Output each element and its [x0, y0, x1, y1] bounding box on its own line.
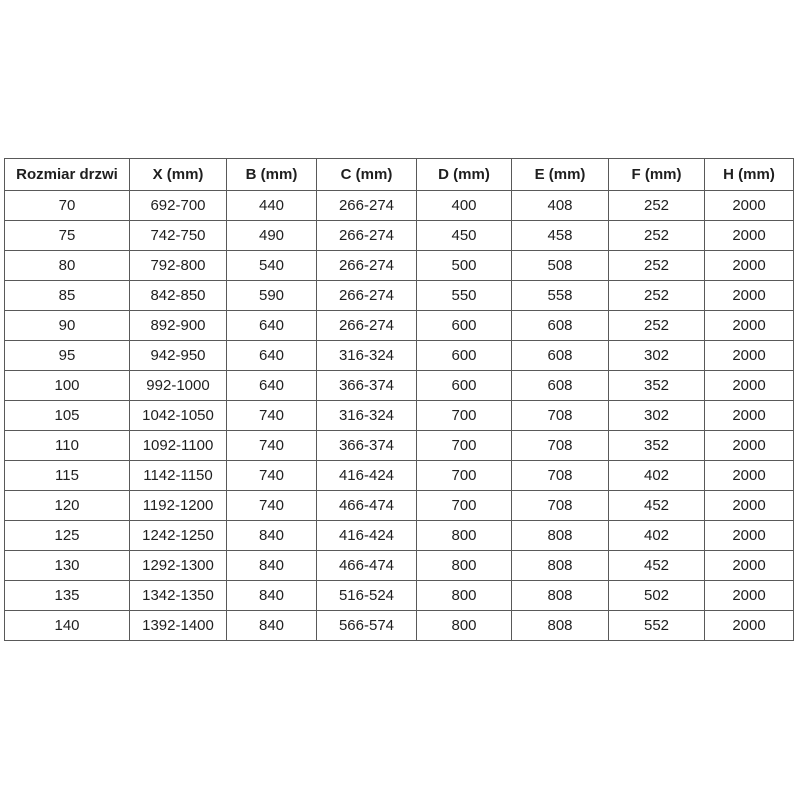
table-cell: 840 [227, 611, 317, 641]
table-cell: 808 [512, 611, 609, 641]
table-cell: 252 [609, 281, 705, 311]
table-cell: 2000 [705, 521, 794, 551]
table-cell: 252 [609, 311, 705, 341]
table-cell: 105 [5, 401, 130, 431]
table-cell: 1392-1400 [130, 611, 227, 641]
table-cell: 466-474 [317, 491, 417, 521]
table-cell: 808 [512, 521, 609, 551]
table-cell: 80 [5, 251, 130, 281]
table-cell: 352 [609, 431, 705, 461]
table-cell: 450 [417, 221, 512, 251]
table-cell: 608 [512, 341, 609, 371]
table-row [5, 281, 794, 311]
table-cell: 550 [417, 281, 512, 311]
table-cell: 95 [5, 341, 130, 371]
table-cell: 540 [227, 251, 317, 281]
table-cell: 252 [609, 221, 705, 251]
table-cell: 2000 [705, 191, 794, 221]
table-cell: 75 [5, 221, 130, 251]
table-cell: 608 [512, 311, 609, 341]
table-cell: 792-800 [130, 251, 227, 281]
table-cell: 1142-1150 [130, 461, 227, 491]
table-cell: 742-750 [130, 221, 227, 251]
table-cell: 590 [227, 281, 317, 311]
table-cell: 2000 [705, 221, 794, 251]
table-cell: 266-274 [317, 311, 417, 341]
table-cell: 266-274 [317, 221, 417, 251]
table-cell: 90 [5, 311, 130, 341]
table-cell: 842-850 [130, 281, 227, 311]
table-cell: 600 [417, 371, 512, 401]
table-cell: 740 [227, 431, 317, 461]
table-cell: 800 [417, 521, 512, 551]
table-row [5, 341, 794, 371]
table-cell: 1242-1250 [130, 521, 227, 551]
table-cell: 100 [5, 371, 130, 401]
table-cell: 600 [417, 341, 512, 371]
table-cell: 808 [512, 551, 609, 581]
table-cell: 135 [5, 581, 130, 611]
table-cell: 490 [227, 221, 317, 251]
table-cell: 640 [227, 371, 317, 401]
table-row [5, 401, 794, 431]
table-cell: 2000 [705, 371, 794, 401]
table-cell: 708 [512, 401, 609, 431]
table-cell: 800 [417, 581, 512, 611]
header-cell: E (mm) [512, 159, 609, 191]
table-cell: 992-1000 [130, 371, 227, 401]
table-cell: 892-900 [130, 311, 227, 341]
table-cell: 115 [5, 461, 130, 491]
header-cell: B (mm) [227, 159, 317, 191]
table-row [5, 491, 794, 521]
table-cell: 708 [512, 461, 609, 491]
table-cell: 692-700 [130, 191, 227, 221]
table-cell: 502 [609, 581, 705, 611]
table-body [5, 191, 794, 641]
table-cell: 352 [609, 371, 705, 401]
table-row [5, 581, 794, 611]
table-cell: 808 [512, 581, 609, 611]
table-row [5, 611, 794, 641]
table-cell: 70 [5, 191, 130, 221]
table-cell: 402 [609, 461, 705, 491]
table-cell: 640 [227, 341, 317, 371]
table-cell: 302 [609, 341, 705, 371]
table-cell: 125 [5, 521, 130, 551]
table-cell: 566-574 [317, 611, 417, 641]
table-cell: 366-374 [317, 431, 417, 461]
table-cell: 266-274 [317, 191, 417, 221]
table-cell: 500 [417, 251, 512, 281]
table-cell: 2000 [705, 251, 794, 281]
table-cell: 130 [5, 551, 130, 581]
table-cell: 700 [417, 461, 512, 491]
table-cell: 700 [417, 491, 512, 521]
table-row [5, 431, 794, 461]
table-cell: 508 [512, 251, 609, 281]
table-cell: 740 [227, 461, 317, 491]
table-row [5, 461, 794, 491]
table-cell: 516-524 [317, 581, 417, 611]
header-cell: Rozmiar drzwi [5, 159, 130, 191]
table-cell: 1092-1100 [130, 431, 227, 461]
table-cell: 458 [512, 221, 609, 251]
table-header-row [5, 159, 794, 191]
table-cell: 800 [417, 551, 512, 581]
table-cell: 266-274 [317, 281, 417, 311]
table-cell: 608 [512, 371, 609, 401]
table-cell: 558 [512, 281, 609, 311]
table-cell: 700 [417, 401, 512, 431]
table-cell: 708 [512, 431, 609, 461]
table-cell: 440 [227, 191, 317, 221]
header-cell: C (mm) [317, 159, 417, 191]
table-row [5, 551, 794, 581]
table-cell: 2000 [705, 461, 794, 491]
table-cell: 416-424 [317, 521, 417, 551]
table-row [5, 159, 794, 191]
table-cell: 740 [227, 401, 317, 431]
table-cell: 252 [609, 251, 705, 281]
table-cell: 708 [512, 491, 609, 521]
table-row [5, 221, 794, 251]
table-row [5, 191, 794, 221]
table-cell: 740 [227, 491, 317, 521]
table-row [5, 521, 794, 551]
header-cell: D (mm) [417, 159, 512, 191]
header-cell: X (mm) [130, 159, 227, 191]
table-row [5, 371, 794, 401]
table-cell: 452 [609, 491, 705, 521]
table-cell: 120 [5, 491, 130, 521]
table-cell: 2000 [705, 611, 794, 641]
table-cell: 1292-1300 [130, 551, 227, 581]
table-row [5, 251, 794, 281]
table-cell: 402 [609, 521, 705, 551]
table-cell: 552 [609, 611, 705, 641]
table-cell: 942-950 [130, 341, 227, 371]
table-cell: 840 [227, 521, 317, 551]
table-cell: 85 [5, 281, 130, 311]
table-cell: 2000 [705, 431, 794, 461]
table-cell: 252 [609, 191, 705, 221]
table-cell: 600 [417, 311, 512, 341]
table-cell: 640 [227, 311, 317, 341]
table-cell: 1042-1050 [130, 401, 227, 431]
table-cell: 316-324 [317, 401, 417, 431]
header-cell: F (mm) [609, 159, 705, 191]
table-cell: 110 [5, 431, 130, 461]
table-cell: 466-474 [317, 551, 417, 581]
table-cell: 1342-1350 [130, 581, 227, 611]
table-cell: 840 [227, 551, 317, 581]
table-cell: 2000 [705, 401, 794, 431]
door-size-table [4, 158, 794, 641]
table-cell: 2000 [705, 311, 794, 341]
table-cell: 366-374 [317, 371, 417, 401]
table-cell: 408 [512, 191, 609, 221]
table-cell: 400 [417, 191, 512, 221]
table-cell: 1192-1200 [130, 491, 227, 521]
table-cell: 2000 [705, 551, 794, 581]
table-cell: 140 [5, 611, 130, 641]
table-cell: 316-324 [317, 341, 417, 371]
table-cell: 2000 [705, 281, 794, 311]
table-cell: 2000 [705, 581, 794, 611]
table-cell: 700 [417, 431, 512, 461]
table-cell: 800 [417, 611, 512, 641]
table-cell: 2000 [705, 491, 794, 521]
table-cell: 452 [609, 551, 705, 581]
table-cell: 302 [609, 401, 705, 431]
table-cell: 2000 [705, 341, 794, 371]
table-cell: 840 [227, 581, 317, 611]
table-cell: 266-274 [317, 251, 417, 281]
table-cell: 416-424 [317, 461, 417, 491]
table-row [5, 311, 794, 341]
header-cell: H (mm) [705, 159, 794, 191]
